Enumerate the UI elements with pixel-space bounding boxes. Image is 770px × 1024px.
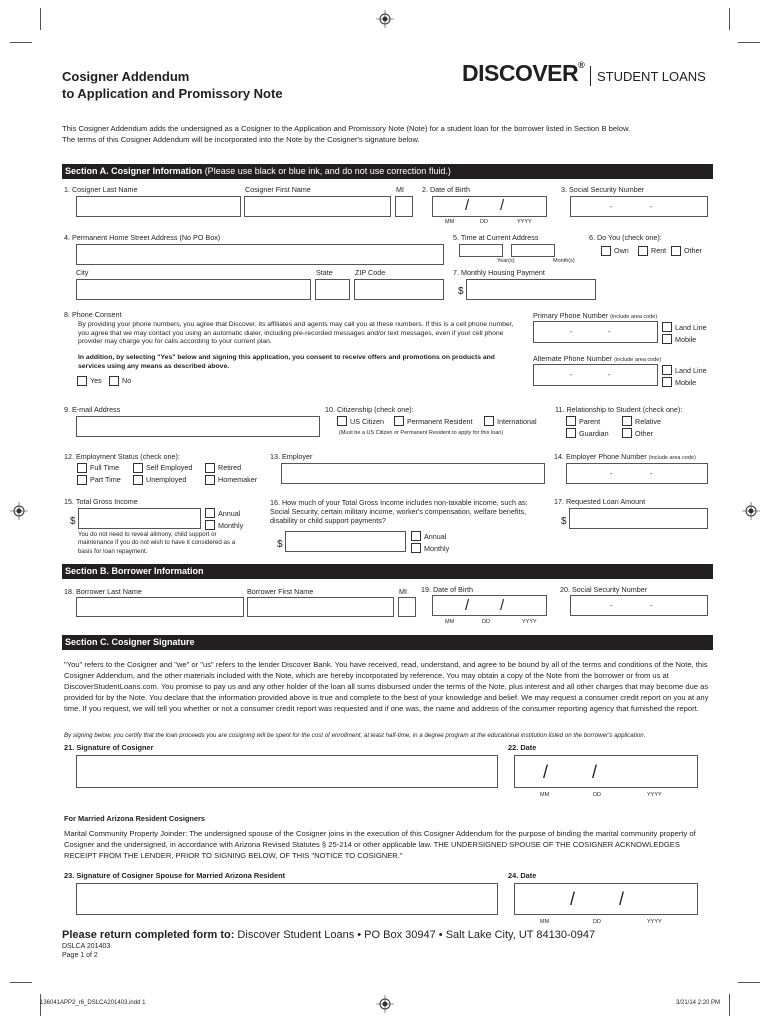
label: State <box>316 268 333 277</box>
other-residence-checkbox[interactable] <box>671 246 681 256</box>
employer-phone-input[interactable] <box>566 463 708 484</box>
full-time-checkbox[interactable] <box>77 463 87 473</box>
label: 19. Date of Birth <box>421 585 473 594</box>
borrower-first-name-input[interactable] <box>247 597 394 617</box>
label: 9. E-mail Address <box>64 405 121 414</box>
registration-mark-icon <box>376 995 394 1013</box>
label: Borrower First Name <box>247 587 314 596</box>
label: 21. Signature of Cosigner <box>64 743 154 752</box>
cosigner-last-name-input[interactable] <box>76 196 241 217</box>
borrower-mi-input[interactable] <box>398 597 416 617</box>
label: 15. Total Gross Income <box>64 497 138 506</box>
gross-income-input[interactable] <box>78 508 201 529</box>
agreement-paragraph: "You" refers to the Cosigner and "we" or "us" refers to the lender Discover Bank. You have received, read, understand, and agree to be bound by all of the terms and conditions of the Note, this Cosigner Addendum, and the other materials included with the Note, which are hereby incorporated by reference. You may obtain a copy of the Note from the borrower or from us at DiscoverStudentLoans.com. You promise to pay us and any other holder of the loan all sums disbursed under the terms of the Note, plus interest and all other charges that may become due as provided for by the Note. You declare that the information provided above is true and complete to the best of your knowledge and belief. We may request a consumer credit report on you at any time. If you request, we will tell you whether or not a consumer credit report was requested and if one was, the name and address of the consumer reporting agency that furnished the report. <box>64 660 709 713</box>
retired-checkbox[interactable] <box>205 463 215 473</box>
cosigner-first-name-input[interactable] <box>244 196 391 217</box>
yes-checkbox[interactable] <box>77 376 87 386</box>
arizona-paragraph: Marital Community Property Joinder: The undersigned spouse of the Cosigner joins in the execution of this Cosigner Addendum for the purpose of binding the marital community property of Cosigner and the undersigned, in accordance with Arizona Revised Statutes § 25-214 or other applicable law. THE UNDERSIGNED SPOUSE OF THE COSIGNER ACKNOWLEDGES RECEIPT FROM THE LENDER, PRIOR TO SIGNING BELOW, OF THIS "NOTICE TO COSIGNER." <box>64 829 696 860</box>
label: 4. Permanent Home Street Address (No PO Box) <box>64 233 221 242</box>
income-monthly-checkbox[interactable] <box>205 520 215 530</box>
label: 20. Social Security Number <box>560 585 648 594</box>
own-checkbox[interactable] <box>601 246 611 256</box>
nontaxable-annual-checkbox[interactable] <box>411 531 421 541</box>
label: 7. Monthly Housing Payment <box>453 268 545 277</box>
months-at-address-input[interactable] <box>511 244 555 257</box>
cosigner-dob-input[interactable] <box>432 196 547 217</box>
certification-text: By signing below, you certify that the loan proceeds you are cosigning will be spent for the cost of enrollment, at least half-time, in a degree program at the educational institution listed on the borrower's application. <box>64 732 646 739</box>
us-citizen-checkbox[interactable] <box>337 416 347 426</box>
form-code: DSLCA 201403 <box>62 943 111 950</box>
label: 13. Employer <box>270 452 313 461</box>
other-relationship-checkbox[interactable] <box>622 428 632 438</box>
guardian-checkbox[interactable] <box>566 428 576 438</box>
state-input[interactable] <box>315 279 350 300</box>
signature-date-field[interactable] <box>514 755 698 788</box>
label: 24. Date <box>508 871 537 880</box>
cosigner-ssn-input[interactable] <box>570 196 708 217</box>
employer-input[interactable] <box>281 463 545 484</box>
cosigner-signature-field[interactable] <box>76 755 498 788</box>
parent-checkbox[interactable] <box>566 416 576 426</box>
label: MI <box>399 587 407 596</box>
label: 6. Do You (check one): <box>589 233 662 242</box>
label: 23. Signature of Cosigner Spouse for Married Arizona Resident <box>64 871 286 880</box>
spouse-signature-field[interactable] <box>76 883 498 915</box>
registration-mark-icon <box>742 502 760 520</box>
phone-consent-text: By providing your phone numbers, you agree that Discover, its affiliates and agents may call you at these numbers. If this is a cell phone number, you agree that we may contact you using an automatic dialer, including pre-recorded messages and/or text messages, even if your cell phone provider may charge you for calls according to your current plan. <box>78 321 514 346</box>
relative-checkbox[interactable] <box>622 416 632 426</box>
registration-mark-icon <box>376 10 394 28</box>
label: Cosigner First Name <box>245 185 311 194</box>
years-at-address-input[interactable] <box>459 244 503 257</box>
alimony-note: You do not need to reveal alimony, child support or maintenance if you do not wish to have it considered as a basis for loan repayment. <box>78 531 236 555</box>
title-line-2: to Application and Promissory Note <box>62 86 283 101</box>
alternate-phone-input[interactable] <box>533 364 658 386</box>
section-a-header: Section A. Cosigner Information (Please use black or blue ink, and do not use correction fluid.) <box>62 164 713 179</box>
label: 18. Borrower Last Name <box>64 587 142 596</box>
label: 5. Time at Current Address <box>453 233 539 242</box>
alternate-mobile-checkbox[interactable] <box>662 377 672 387</box>
self-employed-checkbox[interactable] <box>133 463 143 473</box>
logo-subtitle: STUDENT LOANS <box>597 69 706 84</box>
spouse-date-field[interactable] <box>514 883 698 915</box>
borrower-ssn-input[interactable] <box>570 595 708 616</box>
borrower-last-name-input[interactable] <box>76 597 244 617</box>
primary-phone-input[interactable] <box>533 321 658 343</box>
label: City <box>76 268 89 277</box>
housing-payment-input[interactable] <box>466 279 596 300</box>
borrower-dob-input[interactable] <box>432 595 547 616</box>
phone-consent-bold: In addition, by selecting "Yes" below and signing this application, you consent to receive offers and promotions on products and services using any means as described above. <box>78 354 495 370</box>
label: ZIP Code <box>355 268 386 277</box>
rent-checkbox[interactable] <box>638 246 648 256</box>
email-input[interactable] <box>76 416 320 437</box>
label: 1. Cosigner Last Name <box>64 185 138 194</box>
registration-mark-icon <box>10 502 28 520</box>
nontaxable-income-input[interactable] <box>285 531 406 552</box>
label: 11. Relationship to Student (check one): <box>555 405 683 414</box>
section-c-header: Section C. Cosigner Signature <box>62 635 713 650</box>
arizona-title: For Married Arizona Resident Cosigners <box>64 814 205 823</box>
intro-text: The terms of this Cosigner Addendum will be incorporated into the Note by the Cosigner's signature below. <box>62 135 420 144</box>
nontaxable-monthly-checkbox[interactable] <box>411 543 421 553</box>
loan-amount-input[interactable] <box>569 508 708 529</box>
label: 2. Date of Birth <box>422 185 470 194</box>
print-timestamp: 3/21/14 2:20 PM <box>676 1000 721 1006</box>
label: 22. Date <box>508 743 537 752</box>
label: 10. Citizenship (check one): <box>325 405 414 414</box>
label: 8. Phone Consent <box>64 310 122 319</box>
primary-landline-checkbox[interactable] <box>662 322 672 332</box>
alternate-landline-checkbox[interactable] <box>662 365 672 375</box>
international-checkbox[interactable] <box>484 416 494 426</box>
unemployed-checkbox[interactable] <box>133 475 143 485</box>
city-input[interactable] <box>76 279 311 300</box>
homemaker-checkbox[interactable] <box>205 475 215 485</box>
label: 3. Social Security Number <box>561 185 645 194</box>
section-b-header: Section B. Borrower Information <box>62 564 713 579</box>
label: 12. Employment Status (check one): <box>64 452 180 461</box>
cosigner-mi-input[interactable] <box>395 196 413 217</box>
page-number: Page 1 of 2 <box>62 952 98 959</box>
return-instructions: Please return completed form to: Discover Student Loans • PO Box 30947 • Salt Lake City, UT 84130-0947 <box>62 929 596 941</box>
file-slug: 136041APP2_r6_DSLCA201403.indd 1 <box>40 1000 146 1006</box>
label: 17. Requested Loan Amount <box>554 497 646 506</box>
no-checkbox[interactable] <box>109 376 119 386</box>
page-title <box>62 68 283 102</box>
label: MI <box>396 185 404 194</box>
label: 16. How much of your Total Gross Income includes non-taxable income, such as: Social Security, certain military income, worker's compensation, welfare benefits, disability or child support payments? <box>270 498 528 526</box>
permanent-resident-checkbox[interactable] <box>394 416 404 426</box>
zip-input[interactable] <box>354 279 444 300</box>
intro-text: This Cosigner Addendum adds the undersigned as a Cosigner to the Application and Promissory Note (Note) for a student loan for the borrower listed in Section B below. <box>62 124 631 133</box>
street-address-input[interactable] <box>76 244 444 265</box>
income-annual-checkbox[interactable] <box>205 508 215 518</box>
discover-logo: DISCOVER® <box>462 60 585 86</box>
part-time-checkbox[interactable] <box>77 475 87 485</box>
primary-mobile-checkbox[interactable] <box>662 334 672 344</box>
title-line-1: Cosigner Addendum <box>62 69 190 84</box>
